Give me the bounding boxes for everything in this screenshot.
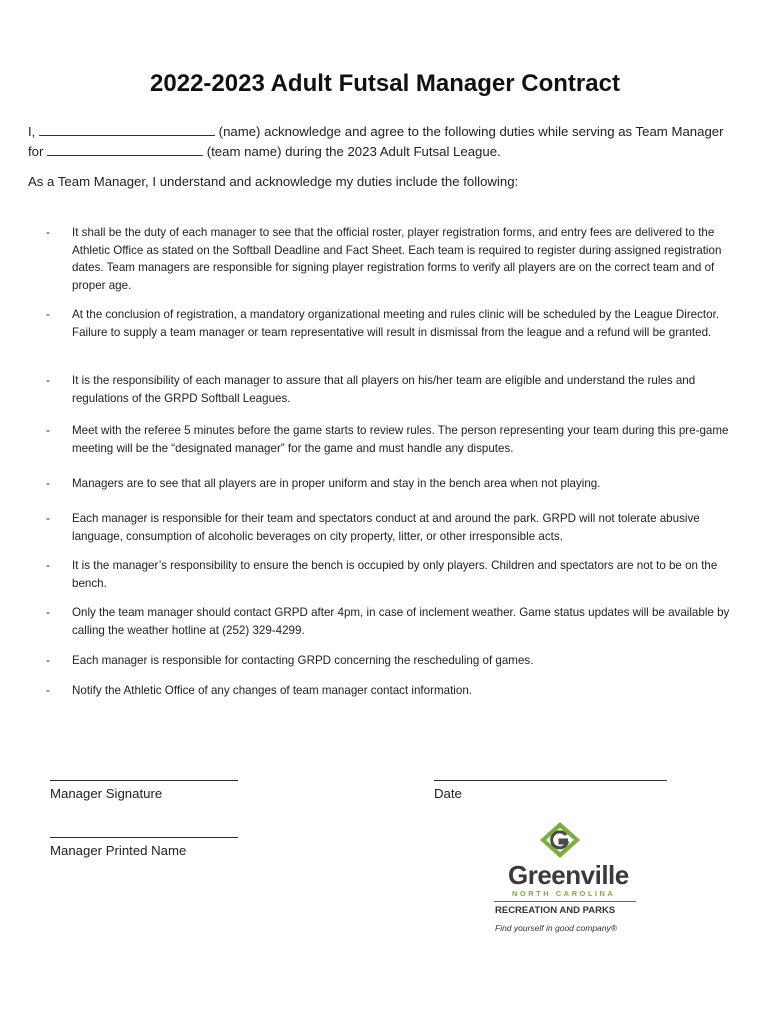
intro-paragraph: [28, 122, 748, 162]
intro-line-1-prefix: I,: [28, 124, 36, 139]
bullet-dash: -: [46, 654, 50, 667]
duty-text: Managers are to see that all players are in proper uniform and stay in the bench area when not playing.: [72, 477, 601, 490]
duty-text: At the conclusion of registration, a mandatory organizational meeting and rules clinic will be scheduled by the League Director. Failure to supply a team manager or team representative will result in dismissal from the league and a refund will be granted.: [72, 308, 720, 339]
intro-line-1: [28, 122, 748, 142]
manager-printed-name-label: Manager Printed Name: [50, 843, 187, 858]
duty-text: Each manager is responsible for their team and spectators conduct at and around the park. GRPD will not tolerate abusive language, consumption of alcoholic beverages on city property, litter, or other irresponsible acts.: [72, 512, 700, 543]
bullet-dash: -: [46, 308, 50, 321]
logo-department: RECREATION AND PARKS: [495, 905, 616, 916]
greenville-g-logo-icon: [540, 822, 580, 858]
duty-item: [46, 682, 746, 700]
team-name-blank-field[interactable]: [47, 143, 203, 156]
printed-name-line[interactable]: [50, 837, 238, 838]
duties-statement: As a Team Manager, I understand and acknowledge my duties include the following:: [28, 174, 519, 189]
logo-state-name: NORTH CAROLINA: [512, 889, 616, 898]
duty-text: Notify the Athletic Office of any changes of team manager contact information.: [72, 684, 472, 697]
duty-item: [46, 372, 746, 407]
date-label: Date: [434, 786, 462, 801]
duty-text: Only the team manager should contact GRPD after 4pm, in case of inclement weather. Game status updates will be available by calling the weather hotline at (252) 329-4299.: [72, 606, 730, 637]
intro-line-2: [28, 142, 748, 162]
intro-line-2-prefix: for: [28, 144, 44, 159]
logo-tagline: Find yourself in good company®: [495, 923, 618, 933]
duty-item: [46, 652, 746, 670]
document-title: 2022-2023 Adult Futsal Manager Contract: [150, 70, 620, 97]
date-line[interactable]: [434, 780, 667, 781]
duty-item: [46, 422, 746, 457]
logo-city-name: Greenville: [508, 860, 629, 890]
logo-divider: [494, 901, 636, 902]
bullet-dash: -: [46, 512, 50, 525]
duty-text: It is the manager’s responsibility to ensure the bench is occupied by only players. Children and spectators are not to be on the bench.: [72, 559, 718, 590]
duty-text: It shall be the duty of each manager to see that the official roster, player registration forms, and entry fees are delivered to the Athletic Office as stated on the Softball Deadline and Fact Sheet. Each team is required to register during assigned registration dates. Team managers are responsible for signing player registration forms to verify all players are on the correct team and of proper age.: [72, 226, 722, 292]
duty-item: [46, 224, 746, 294]
bullet-dash: -: [46, 424, 50, 437]
duty-item: [46, 306, 746, 341]
bullet-dash: -: [46, 559, 50, 572]
greenville-logo: [494, 822, 644, 942]
bullet-dash: -: [46, 477, 50, 490]
bullet-dash: -: [46, 606, 50, 619]
intro-line-1-suffix: (name) acknowledge and agree to the following duties while serving as Team Manager: [218, 124, 724, 139]
duty-item: [46, 604, 746, 639]
duty-item: [46, 510, 746, 545]
duty-text: Each manager is responsible for contacting GRPD concerning the rescheduling of games.: [72, 654, 534, 667]
duty-text: Meet with the referee 5 minutes before the game starts to review rules. The person representing your team during this pre-game meeting will be the “designated manager” for the game and must handle any disputes.: [72, 424, 729, 455]
duty-text: It is the responsibility of each manager to assure that all players on his/her team are eligible and understand the rules and regulations of the GRPD Softball Leagues.: [72, 374, 696, 405]
manager-signature-label: Manager Signature: [50, 786, 163, 801]
duty-item: [46, 475, 746, 493]
intro-line-2-suffix: (team name) during the 2023 Adult Futsal League.: [206, 144, 501, 159]
bullet-dash: -: [46, 684, 50, 697]
signature-line[interactable]: [50, 780, 238, 781]
name-blank-field[interactable]: [39, 123, 215, 136]
bullet-dash: -: [46, 226, 50, 239]
bullet-dash: -: [46, 374, 50, 387]
duty-item: [46, 557, 746, 592]
